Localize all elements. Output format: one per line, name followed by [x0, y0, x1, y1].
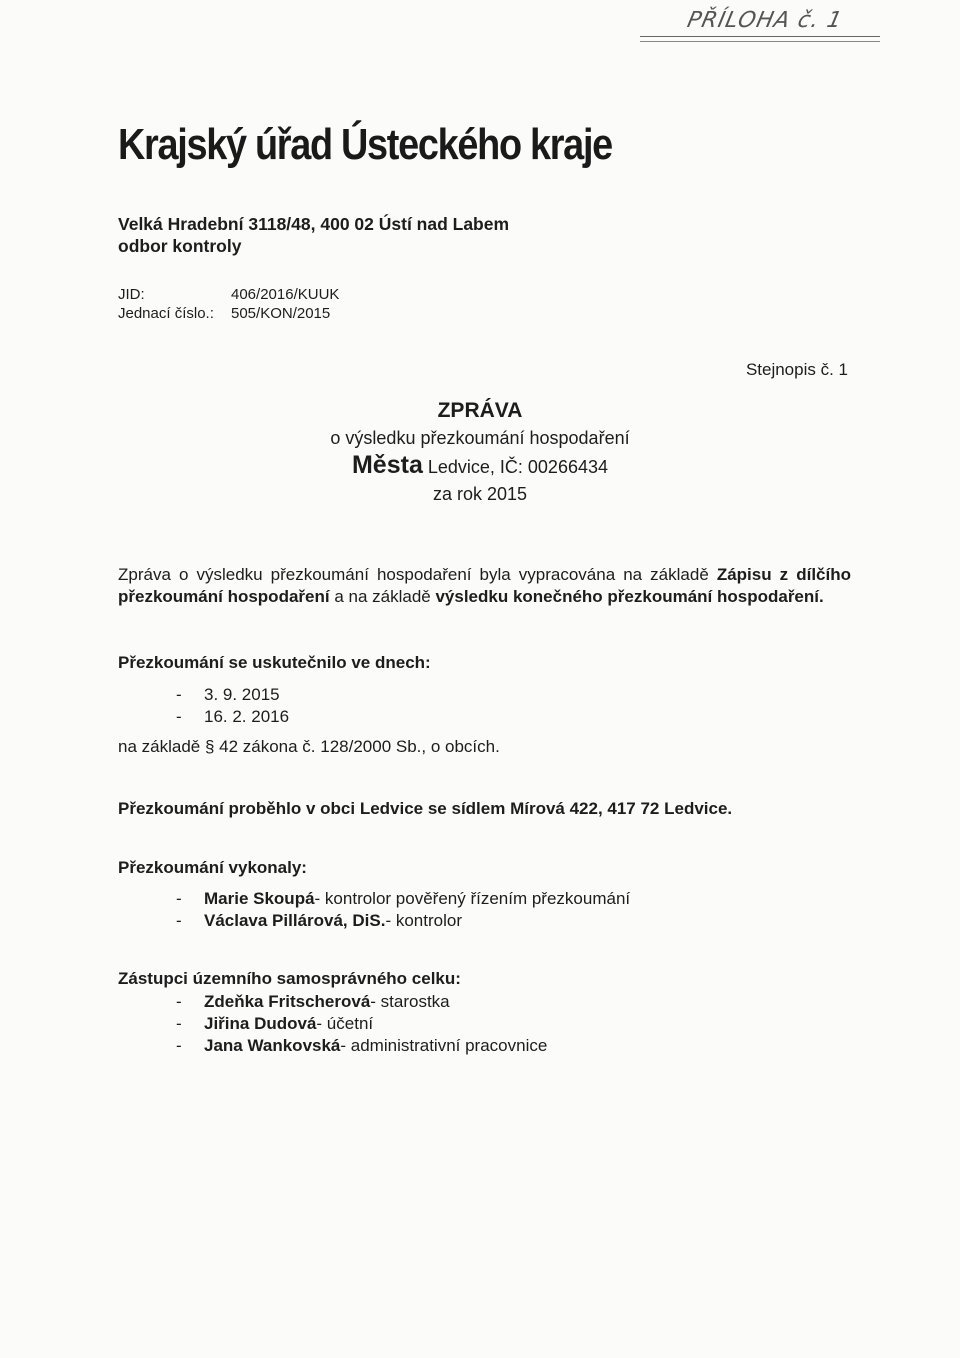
reference-value: 505/KON/2015 — [231, 305, 331, 322]
reference-block — [118, 285, 339, 323]
report-year: za rok 2015 — [432, 484, 528, 504]
date-value: 3. 9. 2015 — [204, 685, 280, 704]
person-name: Václava Pillárová, DiS. — [204, 911, 386, 930]
reference-label: Jednací číslo.: — [118, 305, 214, 322]
representatives-label: Zástupci územního samosprávného celku: — [118, 969, 461, 988]
jid-label: JID: — [118, 286, 145, 303]
person-name: Jiřina Dudová — [204, 1014, 317, 1033]
person-role: - kontrolor — [385, 911, 462, 930]
representatives-list — [176, 991, 548, 1057]
address-line: Velká Hradební 3118/48, 400 02 Ústí nad Labem — [118, 214, 510, 234]
intro-mid: a na základě — [329, 587, 436, 606]
person-role: - starostka — [370, 992, 450, 1011]
date-value: 16. 2. 2016 — [204, 707, 290, 726]
report-heading — [0, 398, 960, 506]
person-role: - účetní — [316, 1014, 374, 1033]
list-item: - Václava Pillárová, DiS. - kontrolor — [176, 911, 462, 930]
intro-bold-2: výsledku konečného přezkoumání hospodaření. — [435, 587, 824, 606]
list-item: - Jiřina Dudová - účetní — [176, 1014, 374, 1033]
jid-value: 406/2016/KUUK — [231, 286, 340, 303]
report-title: ZPRÁVA — [437, 399, 523, 422]
list-item: - Marie Skoupá - kontrolor pověřený řízením přezkoumání — [176, 889, 631, 908]
handwritten-annotation: PŘÍLOHA č. 1 — [684, 8, 845, 33]
examiners-list — [176, 888, 631, 932]
dates-list — [176, 684, 290, 728]
person-role: - kontrolor pověřený řízením přezkoumání — [314, 889, 631, 908]
copy-note: Stejnopis č. 1 — [745, 360, 848, 379]
jid-row — [118, 285, 339, 304]
person-name: Jana Wankovská — [204, 1036, 341, 1055]
list-item: - 3. 9. 2015 — [176, 685, 280, 704]
list-item: - 16. 2. 2016 — [176, 707, 290, 726]
examiners-label: Přezkoumání vykonaly: — [118, 858, 307, 877]
annotation-underline — [640, 36, 880, 37]
dates-label: Přezkoumání se uskutečnilo ve dnech: — [118, 653, 431, 672]
intro-bold-1: Zápisu z dílčího přezkoumání hospodaření — [118, 565, 851, 606]
annotation-underline-double — [640, 41, 880, 42]
person-name: Zdeňka Fritscherová — [204, 992, 371, 1011]
person-name: Marie Skoupá — [204, 889, 315, 908]
office-title: Krajský úřad Ústeckého kraje — [118, 120, 612, 169]
report-entity — [0, 452, 960, 480]
reference-row — [118, 304, 339, 323]
report-subtitle: o výsledku přezkoumání hospodaření — [330, 428, 630, 448]
location-statement: Přezkoumání proběhlo v obci Ledvice se sídlem Mírová 422, 417 72 Ledvice. — [118, 799, 733, 818]
person-role: - administrativní pracovnice — [340, 1036, 548, 1055]
entity-big: Města — [351, 451, 423, 479]
legal-basis: na základě § 42 zákona č. 128/2000 Sb., o obcích. — [118, 737, 500, 756]
list-item: - Jana Wankovská - administrativní pracovnice — [176, 1036, 548, 1055]
department: odbor kontroly — [118, 236, 242, 256]
intro-text: Zpráva o výsledku přezkoumání hospodaření byla vypracována na základě — [118, 565, 717, 584]
office-address — [118, 213, 509, 257]
list-item: - Zdeňka Fritscherová - starostka — [176, 992, 450, 1011]
entity-rest: Ledvice, IČ: 00266434 — [422, 457, 608, 477]
intro-paragraph — [118, 564, 851, 608]
